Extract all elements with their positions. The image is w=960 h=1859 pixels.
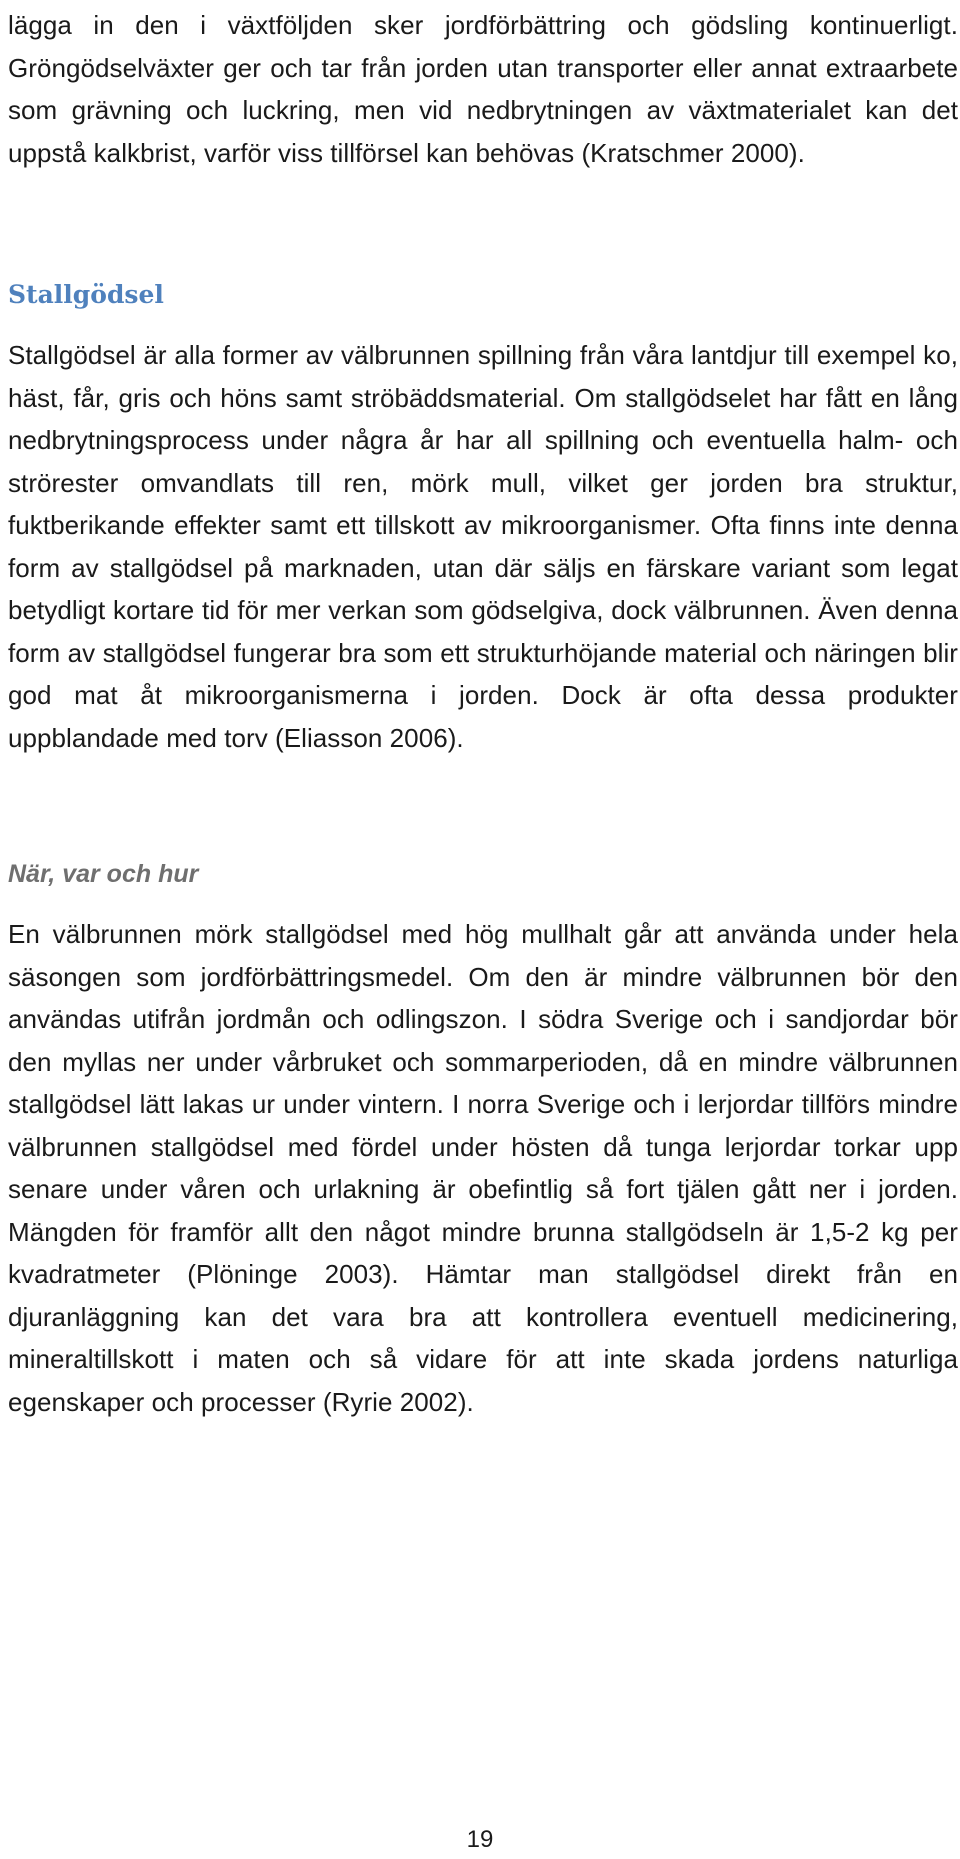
nar-var-och-hur-paragraph: En välbrunnen mörk stallgödsel med hög mullhalt går att använda under hela säsongen som jordförbättringsmedel. Om den är mindre välbrunnen bör den användas utifrån jordmån och odlingszon. I södra Sverige och i sandjordar bör den myllas ner under vårbruket och sommarperioden, då en mindre välbrunnen stallgödsel lätt lakas ur under vintern. I norra Sverige och i lerjordar tillförs mindre välbrunnen stallgödsel med fördel under hösten då tunga lerjordar torkar upp senare under våren och urlakning är obefintlig så fort tjälen gått ner i jorden. Mängden för framför allt den något mindre brunna stallgödseln är 1,5-2 kg per kvadratmeter (Plöninge 2003). Hämtar man stallgödsel direkt från en djuranläggning kan det vara bra att kontrollera eventuell medicinering, mineraltillskott i maten och så vidare för att inte skada jordens naturliga egenskaper och processer (Ryrie 2002). [8,919,958,1417]
section-heading-stallgodsel: Stallgödsel [8,280,164,309]
subheading-nar-var-och-hur: När, var och hur [8,860,199,888]
page-number: 19 [466,1826,494,1853]
stallgodsel-paragraph: Stallgödsel är alla former av välbrunnen spillning från våra lantdjur till exempel ko, häst, får, gris och höns samt ströbäddsmaterial. Om stallgödselet har fått en lång nedbrytningsprocess under några år har all spillning och eventuella halm- och strörester omvandlats till ren, mörk mull, vilket ger jorden bra struktur, fuktberikande effekter samt ett tillskott av mikroorganismer. Ofta finns inte denna form av stallgödsel på marknaden, utan där säljs en färskare variant som legat betydligt kortare tid för mer verkan som gödselgiva, dock välbrunnen. Även denna form av stallgödsel fungerar bra som ett strukturhöjande material och näringen blir god mat åt mikroorganismerna i jorden. Dock är ofta dessa produkter uppblandade med torv (Eliasson 2006). [8,340,958,753]
intro-paragraph: lägga in den i växtföljden sker jordförbättring och gödsling kontinuerligt. Gröngödselväxter ger och tar från jorden utan transporter eller annat extraarbete som grävning och luckring, men vid nedbrytningen av växtmaterialet kan det uppstå kalkbrist, varför viss tillförsel kan behövas (Kratschmer 2000). [8,10,958,168]
